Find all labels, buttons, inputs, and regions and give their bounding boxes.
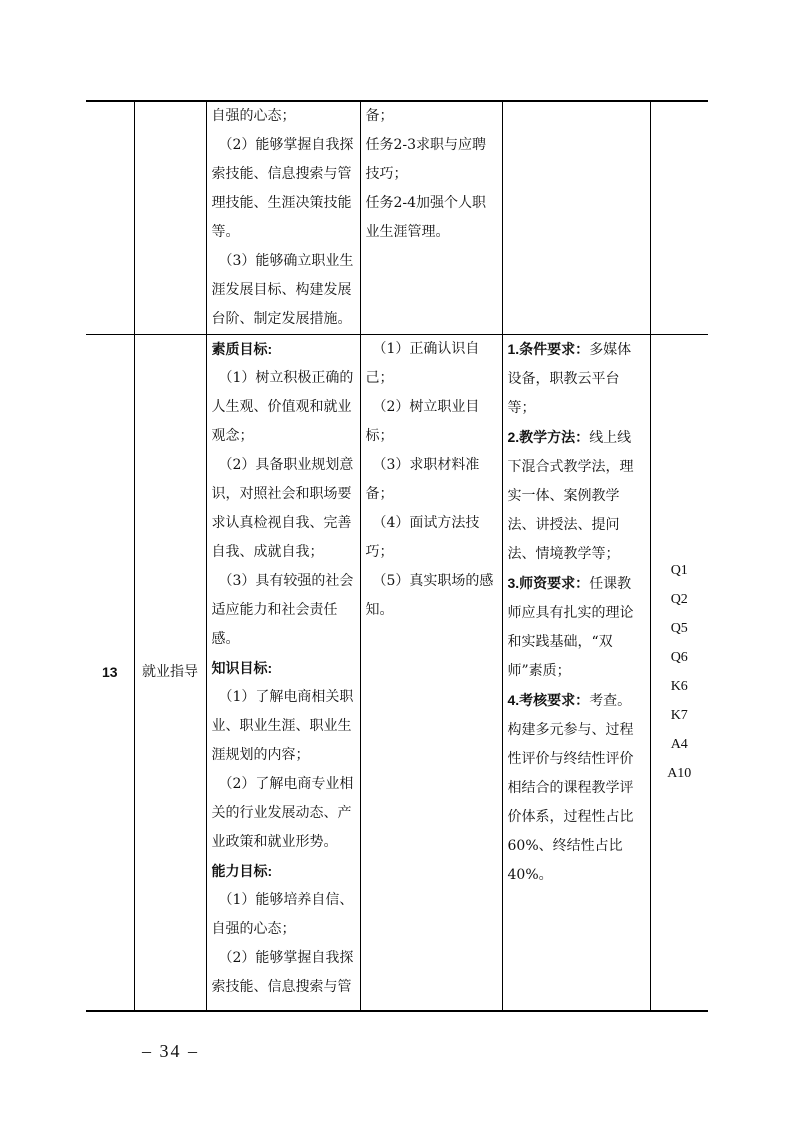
number-cell — [86, 101, 134, 335]
content-item: （3）求职材料准备； — [365, 457, 480, 502]
content-line: 任务2-4加强个人职业生涯管理。 — [365, 195, 487, 240]
quality-item: （1）树立积极正确的人生观、价值观和就业观念； — [211, 370, 354, 444]
quality-heading: 素质目标: — [211, 341, 273, 357]
code-item: Q6 — [670, 650, 688, 666]
quality-item: （3）具有较强的社会适应能力和社会责任感。 — [211, 573, 354, 647]
content-line: 任务2-3求职与应聘技巧； — [365, 137, 487, 182]
content-cell — [360, 335, 502, 1011]
requirement-item — [508, 423, 645, 569]
knowledge-item: （2）了解电商专业相关的行业发展动态、产业政策和就业形势。 — [211, 776, 354, 850]
code-item: K7 — [670, 708, 688, 724]
requirement-label: 1.条件要求： — [507, 341, 590, 357]
requirement-text: 考查。构建多元参与、过程性评价与终结性评价相结合的课程教学评价体系，过程性占比60%、终结性占比40%。 — [507, 693, 634, 883]
table-row — [86, 101, 708, 335]
content-item: （1）正确认识自己； — [365, 341, 480, 386]
requirement-label: 2.教学方法： — [507, 429, 590, 445]
code-item: Q1 — [670, 563, 688, 579]
code-item: Q5 — [670, 621, 688, 637]
requirement-label: 3.师资要求： — [507, 575, 590, 591]
objective-line: （2）能够掌握自我探索技能、信息搜索与管理技能、生涯决策技能等。 — [211, 137, 354, 240]
knowledge-item: （1）了解电商相关职业、职业生涯、职业生涯规划的内容； — [211, 689, 354, 763]
content-item: （2）树立职业目标； — [365, 399, 480, 444]
codes-cell — [650, 101, 708, 335]
requirement-item — [508, 335, 645, 423]
objectives-cell — [206, 101, 360, 335]
ability-item: （1）能够培养自信、自强的心态； — [211, 892, 354, 937]
code-item: A4 — [670, 737, 688, 753]
content-item: （5）真实职场的感知。 — [365, 573, 494, 618]
content-item: （4）面试方法技巧； — [365, 515, 480, 560]
codes-cell — [650, 335, 708, 1011]
objectives-cell — [206, 335, 360, 1011]
quality-item: （2）具备职业规划意识，对照社会和职场要求认真检视自我、完善自我、成就自我； — [211, 457, 354, 560]
ability-item: （2）能够掌握自我探索技能、信息搜索与管 — [211, 950, 354, 995]
course-name: 就业指导 — [134, 335, 206, 1011]
ability-heading: 能力目标: — [211, 863, 273, 879]
content-cell — [360, 101, 502, 335]
content-line: 备； — [365, 108, 394, 124]
code-item: A10 — [667, 766, 692, 782]
curriculum-table — [86, 100, 708, 1012]
requirement-text: 线上线下混合式教学法，理实一体、案例教学法、讲授法、提问法、情境教学等； — [507, 430, 634, 562]
objective-line: （3）能够确立职业生涯发展目标、构建发展台阶、制定发展措施。 — [211, 253, 354, 327]
requirement-item — [508, 569, 645, 686]
requirement-text: 任课教师应具有扎实的理论和实践基础，“双师”素质； — [507, 576, 634, 679]
requirement-text: 多媒体设备，职教云平台等； — [507, 342, 632, 416]
knowledge-heading: 知识目标: — [211, 660, 273, 676]
page-number: – 34 – — [142, 1041, 199, 1061]
row-number: 13 — [86, 335, 134, 1011]
objective-line: 自强的心态； — [211, 108, 296, 124]
requirements-cell — [502, 101, 650, 335]
table-row — [86, 335, 708, 1011]
requirements-cell — [502, 335, 650, 1011]
code-item: K6 — [670, 679, 688, 695]
code-item: Q2 — [670, 592, 688, 608]
course-name-cell — [134, 101, 206, 335]
requirement-label: 4.考核要求： — [507, 692, 590, 708]
requirement-item — [508, 686, 645, 890]
